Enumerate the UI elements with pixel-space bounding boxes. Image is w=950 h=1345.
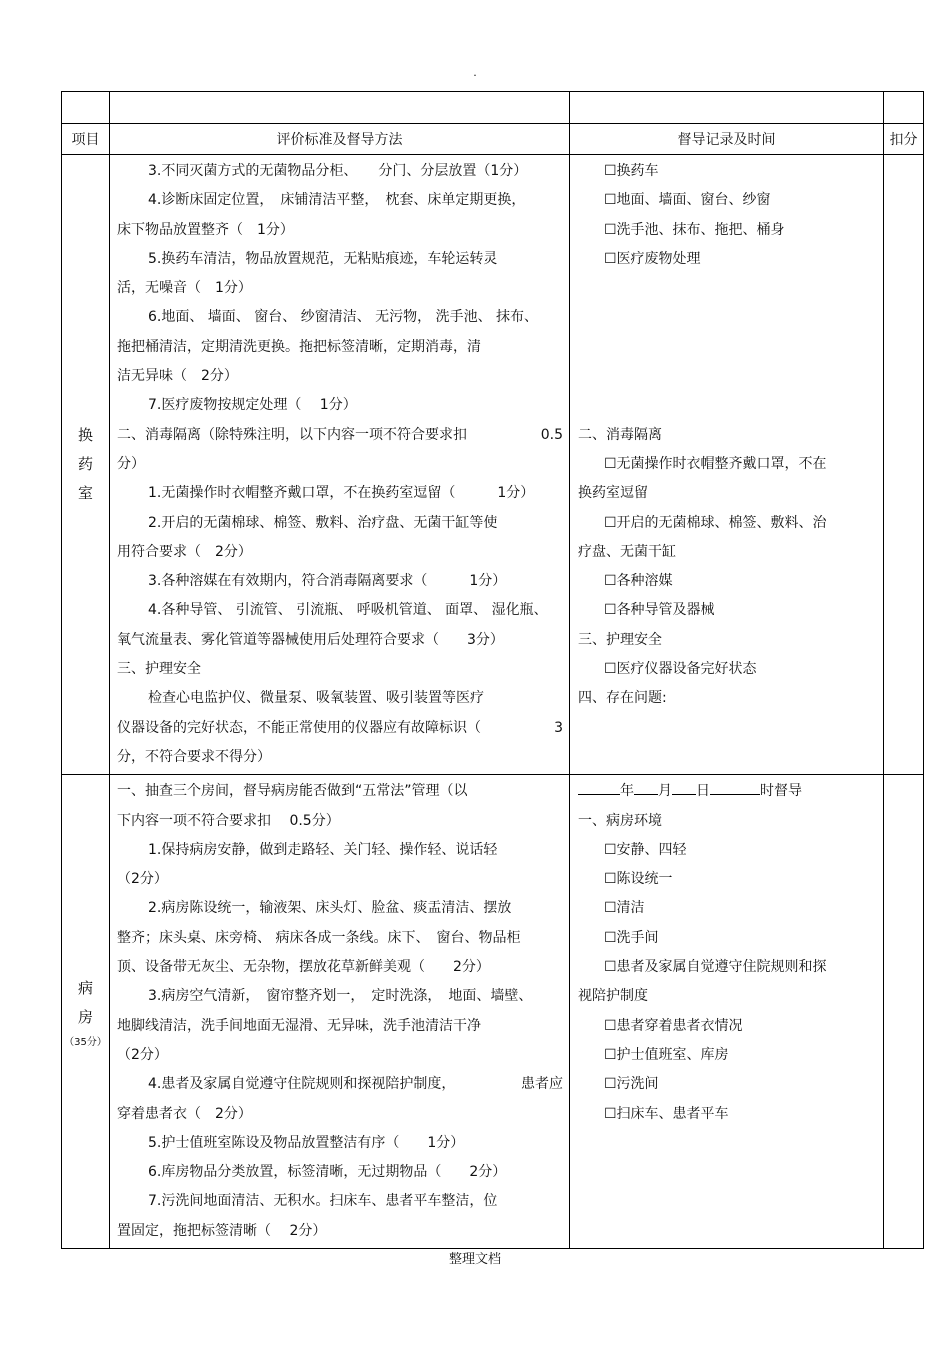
criteria-line: 用符合要求（ 2分）: [117, 543, 252, 560]
year-label: 年: [620, 783, 634, 800]
criteria-line: 1.保持病房安静，做到走路轻、关门轻、操作轻、说话轻: [148, 841, 498, 858]
criteria-line: 6.地面、 墙面、 窗台、 纱窗清洁、 无污物， 洗手池、 抹布、: [148, 309, 539, 326]
criteria-line: 5.换药车清洁，物品放置规范，无粘贴痕迹，车轮运转灵: [148, 250, 498, 267]
criteria-text: 4.患者及家属自觉遵守住院规则和探视陪护制度，: [148, 1076, 456, 1093]
criteria-line: 三、护理安全: [117, 661, 201, 678]
section1-record: [570, 155, 884, 775]
record-checkbox-item[interactable]: ☐清洁: [604, 900, 645, 917]
record-text: 换药室逗留: [578, 485, 648, 502]
section1-criteria: [110, 155, 570, 775]
record-checkbox-item[interactable]: ☐患者及家属自觉遵守住院规则和探: [604, 959, 827, 976]
record-checkbox-item[interactable]: ☐各种导管及器械: [604, 602, 715, 619]
criteria-line: 3.不同灭菌方式的无菌物品分柜、 分门、分层放置（1分）: [148, 163, 528, 179]
criteria-line: 分，不符合要求不得分）: [117, 748, 271, 765]
month-label: 月: [658, 783, 672, 800]
criteria-line: 检查心电监护仪、微量泵、吸氧装置、吸引装置等医疗: [148, 690, 484, 707]
criteria-line: 整齐；床头桌、床旁椅、 病床各成一条线。床下、 窗台、物品柜: [117, 929, 521, 946]
criteria-line: 置固定，拖把标签清晰（ 2分）: [117, 1222, 327, 1239]
criteria-line: 1.无菌操作时衣帽整齐戴口罩，不在换药室逗留（ 1分）: [148, 485, 535, 502]
section1-title: 换药室: [77, 426, 93, 503]
criteria-line: 床下物品放置整齐（ 1分）: [117, 221, 294, 238]
section-ward: [62, 775, 924, 1249]
section-dressing-room: [62, 155, 924, 775]
criteria-line: 3.各种溶媒在有效期内，符合消毒隔离要求（ 1分）: [148, 573, 507, 590]
criteria-score: 3: [554, 719, 563, 736]
criteria-line: 顶、设备带无灰尘、无杂物，摆放花草新鲜美观（ 2分）: [117, 959, 490, 976]
record-checkbox-item[interactable]: ☐患者穿着患者衣情况: [604, 1017, 743, 1034]
criteria-line: 2.开启的无菌棉球、棉签、敷料、治疗盘、无菌干缸等使: [148, 514, 498, 531]
year-blank[interactable]: [578, 780, 620, 795]
criteria-line: 一、抽查三个房间，督导病房能否做到“五常法”管理（以: [117, 783, 468, 800]
time-label: 时督导: [760, 783, 802, 800]
criteria-text: 患者应: [521, 1076, 563, 1093]
criteria-line: 3.病房空气清新， 窗帘整齐划一， 定时洗涤， 地面、墙壁、: [148, 988, 533, 1005]
criteria-line: 分）: [117, 455, 145, 472]
record-checkbox-item[interactable]: ☐陈设统一: [604, 871, 673, 888]
criteria-line: 5.护士值班室陈设及物品放置整洁有序（ 1分）: [148, 1134, 465, 1151]
record-heading: 三、护理安全: [578, 631, 662, 648]
record-checkbox-item[interactable]: ☐换药车: [604, 163, 659, 179]
section1-title-cell: [62, 155, 110, 775]
criteria-line: 活，无噪音（ 1分）: [117, 280, 252, 297]
header-deduct: 扣分: [884, 124, 924, 155]
record-text: 疗盘、无菌干缸: [578, 543, 676, 560]
criteria-line: （2分）: [117, 871, 168, 888]
criteria-line: 4.各种导管、 引流管、 引流瓶、 呼吸机管道、 面罩、 湿化瓶、: [148, 602, 548, 619]
record-checkbox-item[interactable]: ☐洗手池、抹布、拖把、桶身: [604, 221, 785, 238]
criteria-line: 穿着患者衣（ 2分）: [117, 1105, 252, 1122]
header-row: [62, 124, 924, 155]
criteria-text: 仪器设备的完好状态，不能正常使用的仪器应有故障标识（: [117, 719, 481, 736]
top-mark: .: [473, 66, 477, 79]
criteria-line: 2.病房陈设统一，输液架、床头灯、脸盆、痰盂清洁、摆放: [148, 900, 512, 917]
section1-deduct[interactable]: [884, 155, 924, 775]
criteria-line: [117, 714, 563, 743]
criteria-line: 7.污洗间地面清洁、无积水。扫床车、患者平车整洁，位: [148, 1193, 498, 1210]
footer-text: 整理文档: [448, 1252, 501, 1267]
section2-record: [570, 775, 884, 1249]
record-checkbox-item[interactable]: ☐开启的无菌棉球、棉签、敷料、治: [604, 514, 827, 531]
inspection-table: [61, 91, 924, 1249]
day-blank[interactable]: [672, 780, 696, 795]
empty-row: [62, 92, 924, 124]
record-checkbox-item[interactable]: ☐各种溶媒: [604, 573, 673, 590]
day-label: 日: [696, 783, 710, 800]
criteria-line: 下内容一项不符合要求扣 0.5分）: [117, 812, 340, 829]
criteria-text: 二、消毒隔离（除特殊注明，以下内容一项不符合要求扣: [117, 426, 467, 443]
header-project: 项目: [62, 124, 110, 155]
section2-criteria: [110, 775, 570, 1249]
criteria-line: 7.医疗废物按规定处理（ 1分）: [148, 397, 357, 414]
record-heading: 一、病房环境: [578, 812, 662, 829]
record-checkbox-item[interactable]: ☐医疗废物处理: [604, 250, 701, 267]
record-heading: 四、存在问题:: [578, 690, 667, 707]
header-criteria: 评价标准及督导方法: [110, 124, 570, 155]
criteria-line: 6.库房物品分类放置，标签清晰，无过期物品（ 2分）: [148, 1164, 507, 1181]
section2-deduct[interactable]: [884, 775, 924, 1249]
month-blank[interactable]: [634, 780, 658, 795]
section2-title-cell: [62, 775, 110, 1249]
criteria-line: 4.诊断床固定位置， 床铺清洁平整， 枕套、床单定期更换，: [148, 192, 526, 209]
section2-title: 病房: [77, 978, 93, 1026]
record-checkbox-item[interactable]: ☐扫床车、患者平车: [604, 1105, 729, 1122]
criteria-line: 拖把桶清洁，定期清洗更换。拖把标签清晰，定期消毒，清: [117, 338, 481, 355]
record-checkbox-item[interactable]: ☐医疗仪器设备完好状态: [604, 661, 757, 678]
date-time-line: [578, 777, 877, 806]
record-text: 视陪护制度: [578, 988, 648, 1005]
criteria-score: 0.5: [540, 426, 563, 443]
criteria-line: （2分）: [117, 1046, 168, 1063]
criteria-line: 氧气流量表、雾化管道等器械使用后处理符合要求（ 3分）: [117, 631, 504, 648]
criteria-line: 洁无异味（ 2分）: [117, 368, 238, 385]
record-checkbox-item[interactable]: ☐安静、四轻: [604, 841, 687, 858]
record-heading: 二、消毒隔离: [578, 426, 662, 443]
record-checkbox-item[interactable]: ☐无菌操作时衣帽整齐戴口罩，不在: [604, 455, 827, 472]
record-checkbox-item[interactable]: ☐污洗间: [604, 1076, 659, 1093]
record-checkbox-item[interactable]: ☐护士值班室、库房: [604, 1046, 729, 1063]
criteria-line: [117, 421, 563, 450]
criteria-line: 地脚线清洁，洗手间地面无湿滑、无异味，洗手池清洁干净: [117, 1017, 481, 1034]
criteria-line: [117, 1070, 563, 1099]
record-checkbox-item[interactable]: ☐洗手间: [604, 929, 659, 946]
record-checkbox-item[interactable]: ☐地面、墙面、窗台、纱窗: [604, 192, 771, 209]
section2-score: （35分）: [64, 1036, 107, 1048]
time-blank[interactable]: [710, 780, 760, 795]
header-record: 督导记录及时间: [570, 124, 884, 155]
